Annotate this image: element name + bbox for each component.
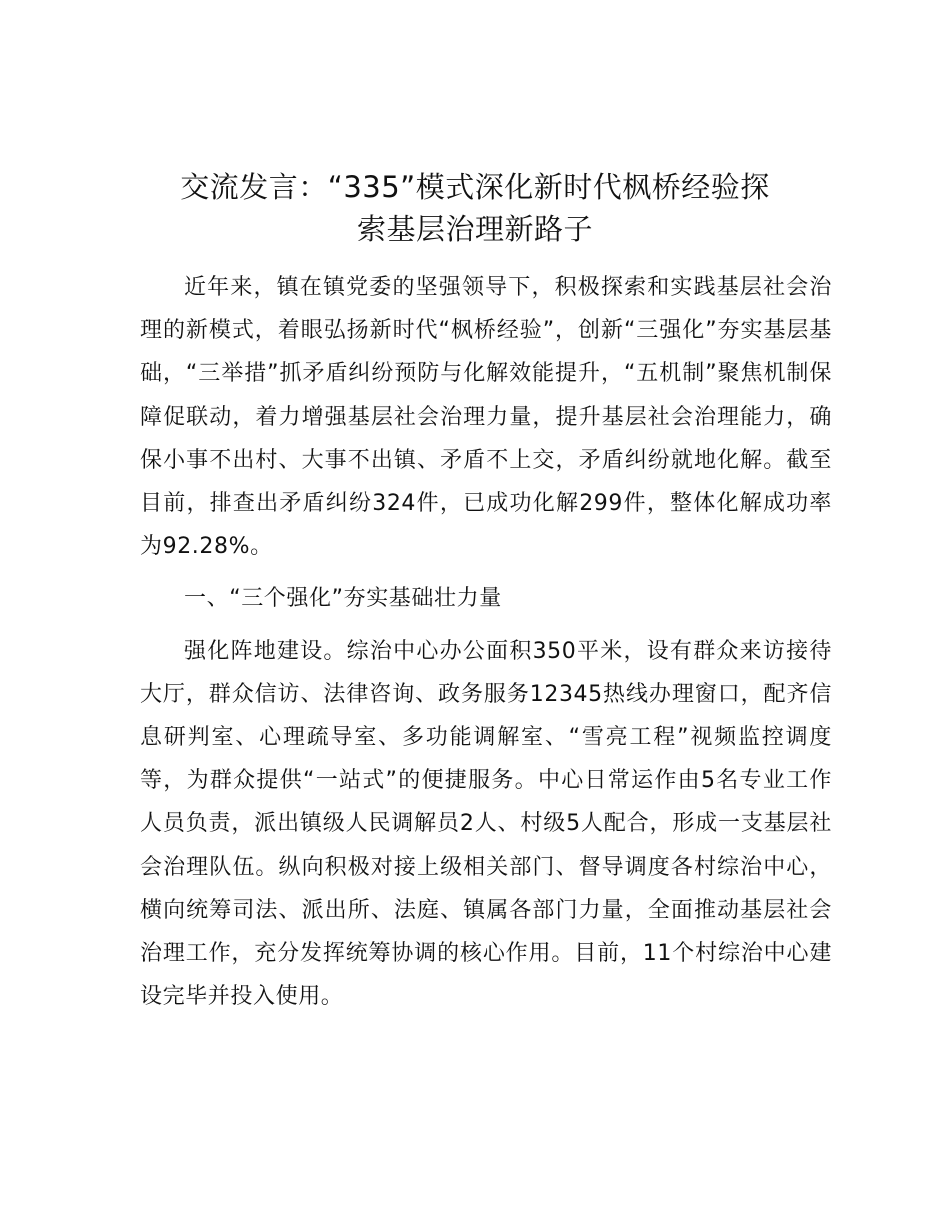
section-heading: 一、“三个强化”夯实基础壮力量 xyxy=(184,586,502,612)
document-title xyxy=(100,166,850,250)
document-title-line-1: 交流发言：“335”模式深化新时代枫桥经验探 xyxy=(180,170,770,204)
intro-paragraph: 近年来，镇在镇党委的坚强领导下，积极探索和实践基层社会治理的新模式，着眼弘扬新时代“枫桥经验”，创新“三强化”夯实基层基础，“三举措”抓矛盾纠纷预防与化解效能提升，“五机制”聚焦机制保障促联动，着力增强基层社会治理力量，提升基层社会治理能力，确保小事不出村、大事不出镇、矛盾不上交，矛盾纠纷就地化解。截至目前，排查出矛盾纠纷324件，已成功化解299件，整体化解成功率为92.28%。 xyxy=(140,275,832,560)
body-paragraph: 强化阵地建设。综治中心办公面积350平米，设有群众来访接待大厅，群众信访、法律咨询、政务服务12345热线办理窗口，配齐信息研判室、心理疏导室、多功能调解室、“雪亮工程”视频监控调度等，为群众提供“一站式”的便捷服务。中心日常运作由5名专业工作人员负责，派出镇级人民调解员2人、村级5人配合，形成一支基层社会治理队伍。纵向积极对接上级相关部门、督导调度各村综治中心，横向统筹司法、派出所、法庭、镇属各部门力量，全面推动基层社会治理工作，充分发挥统筹协调的核心作用。目前，11个村综治中心建设完毕并投入使用。 xyxy=(140,638,832,1010)
document-title-line-2: 索基层治理新路子 xyxy=(356,212,593,246)
document-body xyxy=(140,266,832,1018)
